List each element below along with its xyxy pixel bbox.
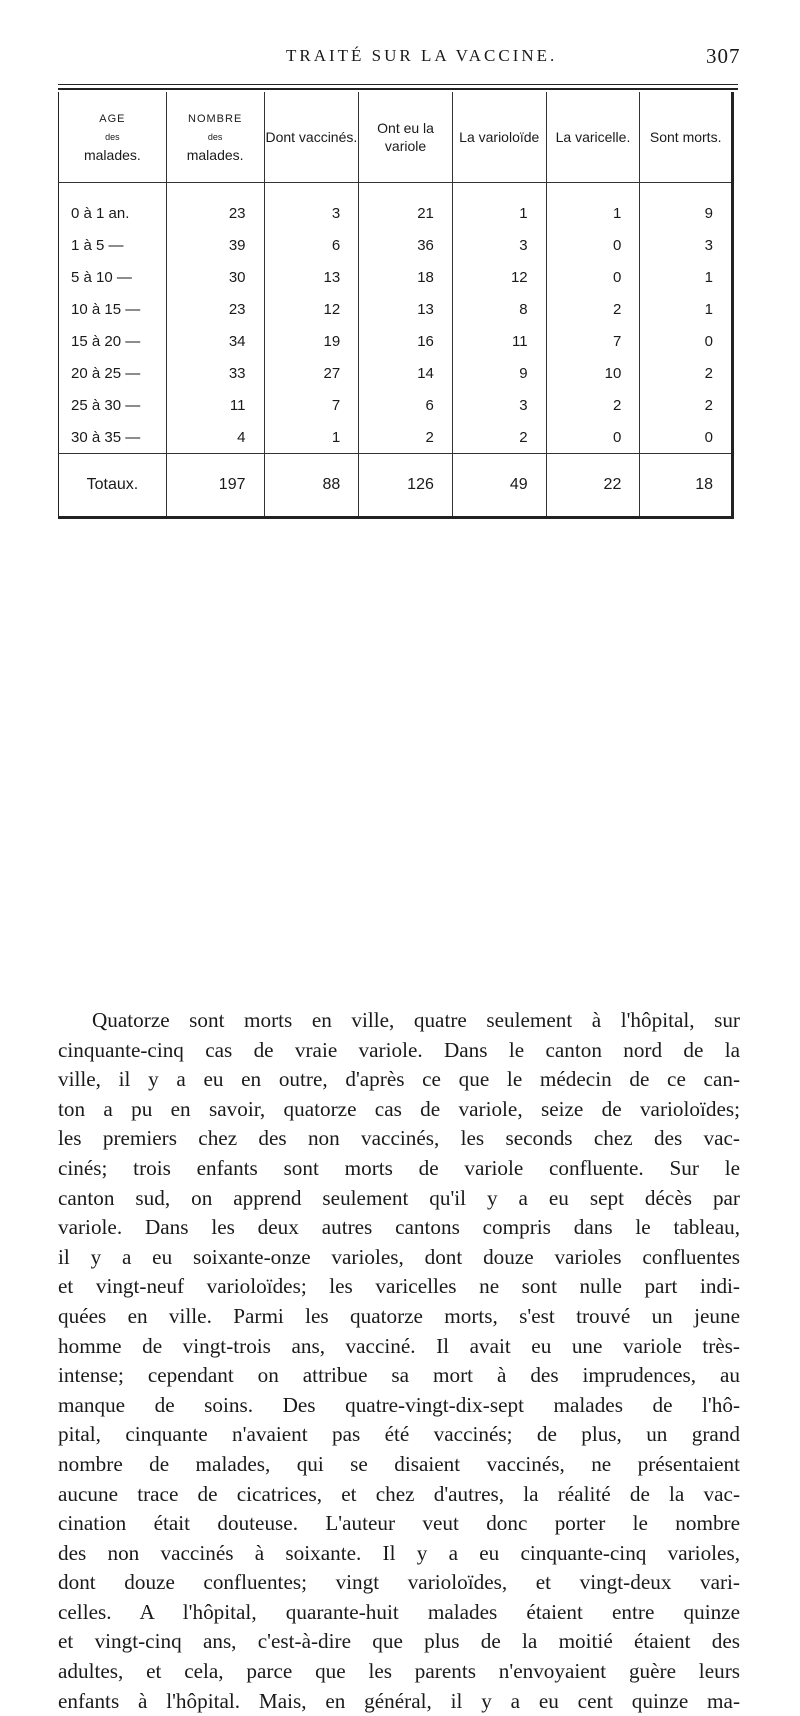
table-row (59, 293, 733, 325)
count-cell: 2 (359, 421, 453, 454)
count-cell: 0 (546, 421, 640, 454)
count-cell: 12 (452, 261, 546, 293)
page-number: 307 (706, 44, 741, 68)
age-range-cell: 1 à 5 — (71, 236, 124, 254)
running-title: TRAITÉ SUR LA VACCINE. (286, 46, 558, 65)
count-cell: 27 (264, 357, 359, 389)
text-line: cination était douteuse. L'auteur veut donc porter le nombre (58, 1511, 740, 1536)
total-cell: 126 (359, 454, 453, 518)
column-header-1 (59, 92, 167, 183)
column-header-main: Ont eu la variole (377, 120, 434, 154)
total-cell: 49 (452, 454, 546, 518)
column-header-6 (546, 92, 640, 183)
count-cell: 2 (546, 293, 640, 325)
table-row (59, 389, 733, 421)
body-paragraph (58, 1006, 740, 1716)
count-cell: 0 (640, 421, 733, 454)
text-line: ville, il y a eu en outre, d'après ce que le médecin de ce can- (58, 1067, 740, 1092)
column-header-small: AGE (99, 113, 126, 125)
count-cell: 23 (166, 183, 264, 230)
count-cell: 16 (359, 325, 453, 357)
count-cell: 1 (452, 183, 546, 230)
column-header-mid: des (105, 132, 120, 142)
table-row (59, 261, 733, 293)
count-cell: 13 (264, 261, 359, 293)
column-header-7 (640, 92, 733, 183)
column-header-small: NOMBRE (188, 113, 243, 125)
smallpox-statistics-table (58, 92, 734, 519)
count-cell: 0 (640, 325, 733, 357)
text-line: celles. A l'hôpital, quarante-huit malades étaient entre quinze (58, 1599, 740, 1624)
text-line: manque de soins. Des quatre-vingt-dix-sept malades de l'hô- (58, 1392, 740, 1417)
count-cell: 3 (264, 183, 359, 230)
column-header-3 (264, 92, 359, 183)
count-cell: 2 (640, 357, 733, 389)
count-cell: 11 (166, 389, 264, 421)
count-cell: 8 (452, 293, 546, 325)
count-cell: 0 (546, 261, 640, 293)
count-cell: 36 (359, 229, 453, 261)
count-cell: 30 (166, 261, 264, 293)
column-header-main: Sont morts. (649, 129, 722, 145)
count-cell: 0 (546, 229, 640, 261)
text-line: adultes, et cela, parce que les parents n'envoyaient guère leurs (58, 1659, 740, 1684)
text-line: ton a pu en savoir, quatorze cas de variole, seize de varioloïdes; (58, 1096, 740, 1121)
count-cell: 7 (546, 325, 640, 357)
text-line: pital, cinquante n'avaient pas été vaccinés; de plus, un grand (58, 1422, 740, 1447)
count-cell: 34 (166, 325, 264, 357)
text-line: aucune trace de cicatrices, et chez d'autres, la réalité de la vac- (58, 1481, 740, 1506)
age-range-cell: 10 à 15 — (71, 300, 141, 318)
age-range-cell: 30 à 35 — (71, 428, 141, 446)
count-cell: 4 (166, 421, 264, 454)
total-cell: 18 (640, 454, 733, 518)
total-cell: 197 (166, 454, 264, 518)
text-line: et vingt-cinq ans, c'est-à-dire que plus de la moitié étaient des (58, 1629, 740, 1654)
table-footer (59, 454, 733, 518)
text-line: et vingt-neuf varioloïdes; les varicelles ne sont nulle part indi- (58, 1274, 740, 1299)
table-body (59, 183, 733, 454)
column-header-main: La varicelle. (555, 129, 631, 145)
text-line: les premiers chez des non vaccinés, les seconds chez des vac- (58, 1126, 740, 1151)
count-cell: 3 (640, 229, 733, 261)
text-line: homme de vingt-trois ans, vacciné. Il avait eu une variole très- (58, 1333, 740, 1358)
text-line: il y a eu soixante-onze varioles, dont douze varioles confluentes (58, 1244, 740, 1269)
table-row (59, 325, 733, 357)
count-cell: 1 (640, 293, 733, 325)
text-line: variole. Dans les deux autres cantons compris dans le tableau, (58, 1215, 740, 1240)
table-row (59, 421, 733, 454)
count-cell: 7 (264, 389, 359, 421)
total-cell: 88 (264, 454, 359, 518)
text-line: Quatorze sont morts en ville, quatre seulement à l'hôpital, sur (92, 1008, 740, 1032)
count-cell: 6 (264, 229, 359, 261)
table-row (59, 357, 733, 389)
table-row (59, 229, 733, 261)
text-line: des non vaccinés à soixante. Il y a eu cinquante-cinq varioles, (58, 1540, 740, 1565)
count-cell: 1 (546, 183, 640, 230)
count-cell: 21 (359, 183, 453, 230)
count-cell: 18 (359, 261, 453, 293)
count-cell: 23 (166, 293, 264, 325)
count-cell: 19 (264, 325, 359, 357)
total-cell: 22 (546, 454, 640, 518)
text-line: quées en ville. Parmi les quatorze morts, s'est trouvé un jeune (58, 1303, 740, 1328)
text-line: intense; cependant on attribue sa mort à des imprudences, au (58, 1363, 740, 1388)
column-header-main: malades. (186, 147, 244, 163)
text-line: cinés; trois enfants sont morts de variole confluente. Sur le (58, 1155, 740, 1180)
column-header-2 (166, 92, 264, 183)
count-cell: 2 (546, 389, 640, 421)
column-header-main: La varioloïde (459, 129, 540, 145)
count-cell: 10 (546, 357, 640, 389)
count-cell: 3 (452, 229, 546, 261)
count-cell: 12 (264, 293, 359, 325)
column-header-5 (452, 92, 546, 183)
count-cell: 6 (359, 389, 453, 421)
age-range-cell: 20 à 25 — (71, 364, 141, 382)
age-range-cell: 0 à 1 an. (71, 204, 130, 222)
age-range-cell: 15 à 20 — (71, 332, 141, 350)
text-line: cinquante-cinq cas de vraie variole. Dans le canton nord de la (58, 1037, 740, 1062)
count-cell: 2 (640, 389, 733, 421)
count-cell: 13 (359, 293, 453, 325)
count-cell: 9 (452, 357, 546, 389)
count-cell: 3 (452, 389, 546, 421)
column-header-main: malades. (83, 147, 141, 163)
count-cell: 11 (452, 325, 546, 357)
count-cell: 33 (166, 357, 264, 389)
age-range-cell: 25 à 30 — (71, 396, 141, 414)
text-line: dont douze confluentes; vingt varioloïdes, et vingt-deux vari- (58, 1570, 740, 1595)
column-header-mid: des (207, 132, 223, 142)
count-cell: 39 (166, 229, 264, 261)
count-cell: 1 (264, 421, 359, 454)
running-head (0, 46, 800, 76)
table-header (59, 92, 733, 183)
count-cell: 2 (452, 421, 546, 454)
table-row (59, 183, 733, 230)
totals-row (59, 454, 733, 518)
text-line: canton sud, on apprend seulement qu'il y a eu sept décès par (58, 1185, 740, 1210)
table-frame (58, 84, 738, 519)
count-cell: 9 (640, 183, 733, 230)
column-header-main: Dont vaccinés. (265, 129, 358, 145)
count-cell: 1 (640, 261, 733, 293)
text-line: enfants à l'hôpital. Mais, en général, il y a eu cent quinze ma- (58, 1688, 740, 1713)
text-line: nombre de malades, qui se disaient vaccinés, ne présentaient (58, 1451, 740, 1476)
column-header-4 (359, 92, 453, 183)
age-range-cell: 5 à 10 — (71, 268, 132, 286)
count-cell: 14 (359, 357, 453, 389)
totals-label: Totaux. (59, 454, 167, 518)
